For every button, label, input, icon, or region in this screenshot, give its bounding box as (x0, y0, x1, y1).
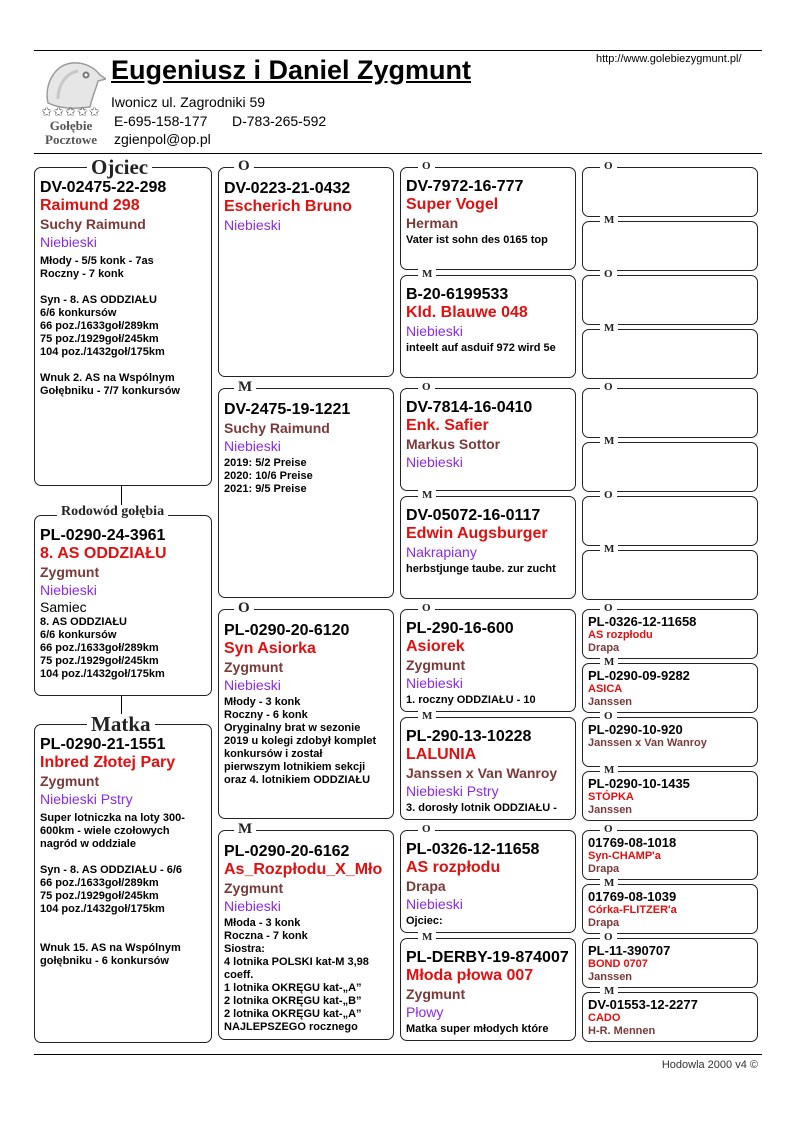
gen3-info: 3. dorosły lotnik ODDZIAŁU - (406, 802, 557, 814)
gen3-card-content (406, 506, 572, 576)
gen2-name: Syn Asiorka (224, 640, 316, 657)
subject-sex: Samiec (40, 599, 87, 615)
gen3-parent-label: M (418, 711, 436, 722)
email[interactable]: zgienpol@op.pl (114, 131, 211, 147)
gen4-ring: PL-11-390707 (588, 943, 671, 958)
phone-e: E-695-158-177 (114, 113, 208, 129)
gen4-card[interactable] (582, 830, 758, 880)
gen4-name: STÓPKA (588, 791, 634, 803)
gen4-parent-label: O (600, 932, 617, 943)
gen2-info: 2019: 5/2 Preise 2020: 10/6 Preise 2021: 9/5 Preise (224, 457, 313, 495)
subject-card[interactable] (34, 515, 212, 696)
gen4-parent-label: M (600, 215, 618, 226)
gen2-info: Młoda - 3 konk Roczna - 7 konk Siostra: 4 lotnika POLSKI kat-M 3,98 coeff. 1 lotnika OKRĘGU kat-„A” 2 lotnika OKRĘGU kat-„B” 2 lotnika OKRĘGU kat-„A” NAJLEPSZEGO rocznego (224, 917, 369, 1033)
gen3-card-content (406, 619, 572, 707)
gen3-name: Super Vogel (406, 196, 499, 213)
gen4-owner: Drapa (588, 917, 620, 929)
gen4-ring: DV-01553-12-2277 (588, 997, 698, 1012)
gen3-card[interactable] (400, 609, 576, 712)
pedigree-label: Rodowód gołębia (57, 505, 168, 519)
gen4-parent-label: O (600, 382, 617, 393)
gen3-card-content (406, 727, 572, 815)
gen4-name: Syn-CHAMP'a (588, 850, 661, 862)
gen3-card[interactable] (400, 717, 576, 820)
gen4-card[interactable] (582, 938, 758, 988)
gen3-ring: DV-7972-16-777 (406, 178, 524, 195)
gen4-parent-label: M (600, 544, 618, 555)
gen4-owner: Drapa (588, 863, 620, 875)
gen2-card[interactable] (218, 609, 394, 819)
gen3-name: Edwin Augsburger (406, 525, 548, 542)
gen3-card[interactable] (400, 167, 576, 270)
mother-ring: PL-0290-21-1551 (40, 736, 166, 753)
gen4-ring: 01769-08-1039 (588, 889, 677, 904)
gen3-ring: PL-0326-12-11658 (406, 841, 540, 858)
gen4-card[interactable] (582, 609, 758, 659)
gen3-parent-label: O (418, 382, 435, 393)
gen4-ring: PL-0290-10-1435 (588, 776, 690, 791)
gen3-owner: Drapa (406, 878, 446, 894)
gen4-card-content (588, 776, 754, 817)
logo-text: Gołębie Pocztowe (45, 118, 97, 147)
gen2-card-content (224, 842, 390, 1034)
mother-label: Matka (87, 714, 155, 735)
gen2-parent-label: O (234, 159, 254, 174)
gen3-info: Ojciec: (406, 915, 443, 927)
gen4-card[interactable] (582, 496, 758, 546)
gen2-card-content (224, 400, 390, 496)
gen4-card[interactable] (582, 329, 758, 379)
address: Iwonicz ul. Zagrodniki 59 (111, 94, 266, 110)
gen4-card-content (588, 889, 754, 930)
gen3-card[interactable] (400, 388, 576, 491)
gen4-ring: PL-0290-10-920 (588, 722, 683, 737)
gen2-ring: PL-0290-20-6162 (224, 843, 350, 860)
gen4-name: ASICA (588, 683, 623, 695)
gen4-parent-label: O (600, 603, 617, 614)
gen2-color: Niebieski (224, 217, 281, 233)
gen4-parent-label: M (600, 657, 618, 668)
gen4-parent-label: M (600, 323, 618, 334)
gen3-card-content (406, 948, 572, 1036)
gen3-info: inteelt auf asduif 972 wird 5e (406, 342, 556, 354)
gen4-owner: H-R. Mennen (588, 1025, 656, 1037)
gen3-color: Niebieski Pstry (406, 783, 499, 799)
gen4-name: Córka-FLITZER'a (588, 904, 677, 916)
subject-name: 8. AS ODDZIAŁU (40, 545, 167, 562)
gen3-info: herbstjunge taube. zur zucht (406, 563, 556, 575)
father-ring: DV-02475-22-298 (40, 179, 167, 196)
gen3-parent-label: O (418, 824, 435, 835)
gen2-color: Niebieski (224, 438, 281, 454)
gen3-card[interactable] (400, 938, 576, 1041)
father-card[interactable] (34, 167, 212, 486)
gen3-ring: PL-DERBY-19-874007 (406, 949, 569, 966)
gen2-ring: DV-0223-21-0432 (224, 180, 351, 197)
subject-info: 8. AS ODDZIAŁU 6/6 konkursów 66 poz./1633goł/289km 75 poz./1929goł/245km 104 poz./1432goł/175km (40, 616, 165, 680)
father-owner: Suchy Raimund (40, 216, 146, 232)
father-label: Ojciec (87, 157, 152, 178)
gen4-owner: Janssen (588, 971, 633, 983)
gen4-card-content (588, 722, 754, 750)
gen3-owner: Herman (406, 215, 459, 231)
gen3-owner: Zygmunt (406, 986, 466, 1002)
gen4-card-content (588, 668, 754, 709)
header-bottom-rule (34, 153, 762, 154)
mother-card[interactable] (34, 724, 212, 1043)
mother-owner: Zygmunt (40, 773, 100, 789)
gen4-parent-label: M (600, 765, 618, 776)
phone-d: D-783-265-592 (232, 113, 327, 129)
gen4-card-content (588, 835, 754, 876)
gen2-parent-label: M (234, 822, 256, 837)
gen2-parent-label: M (234, 380, 256, 395)
gen2-name: As_Rozpłodu_X_Mło (224, 861, 383, 878)
gen3-parent-label: M (418, 932, 436, 943)
gen3-ring: DV-05072-16-0117 (406, 507, 541, 524)
gen2-info: Młody - 3 konk Roczny - 6 konk Oryginalny brat w sezonie 2019 u kolegi zdobył komplet konkursów i został pierwszym lotnikiem sekcji oraz 4. lotnikiem ODDZIAŁU (224, 696, 377, 786)
subject-owner: Zygmunt (40, 564, 100, 580)
gen3-color: Płowy (406, 1004, 444, 1020)
gen3-parent-label: M (418, 490, 436, 501)
gen3-parent-label: O (418, 161, 435, 172)
gen2-ring: PL-0290-20-6120 (224, 622, 350, 639)
gen3-parent-label: M (418, 269, 436, 280)
breeder-name: Eugeniusz i Daniel Zygmunt (111, 55, 472, 85)
mother-color: Niebieski Pstry (40, 791, 133, 807)
gen4-owner: Janssen x Van Wanroy (588, 737, 707, 749)
gen2-ring: DV-2475-19-1221 (224, 401, 351, 418)
gen3-ring: PL-290-13-10228 (406, 728, 532, 745)
gen3-info: Matka super młodych które (406, 1023, 549, 1035)
father-name: Raimund 298 (40, 197, 140, 214)
gen3-name: Kld. Blauwe 048 (406, 304, 528, 321)
gen4-card-content (588, 997, 754, 1038)
father-color: Niebieski (40, 234, 97, 250)
gen3-color: Niebieski (406, 896, 463, 912)
gen2-owner: Zygmunt (224, 880, 284, 896)
gen3-name: LALUNIA (406, 746, 477, 763)
gen2-card-content (224, 621, 390, 787)
father-info: Młody - 5/5 konk - 7as Roczny - 7 konk Syn - 8. AS ODDZIAŁU 6/6 konkursów 66 poz./1633goł/289km 75 poz./1929goł/245km 104 poz./1432goł/175km Wnuk 2. AS na Wspólnym Gołębniku - 7/7 konkursów (40, 255, 180, 397)
gen3-info: Vater ist sohn des 0165 top (406, 234, 548, 246)
gen3-name: AS rozpłodu (406, 859, 501, 876)
gen4-card[interactable] (582, 275, 758, 325)
gen2-color: Niebieski (224, 898, 281, 914)
mother-info: Super lotniczka na loty 300- 600km - wiele czołowych nagród w oddziale Syn - 8. AS ODDZIAŁU - 6/6 66 poz./1633goł/289km 75 poz./1929goł/245km 104 poz./1432goł/175km Wnuk 15. AS na Wspólnym gołębniku - 6 konkursów (40, 812, 185, 967)
logo (36, 55, 106, 147)
gen4-parent-label: O (600, 490, 617, 501)
gen4-card[interactable] (582, 388, 758, 438)
gen4-card[interactable] (582, 442, 758, 492)
subject-color: Niebieski (40, 582, 97, 598)
gen4-card[interactable] (582, 221, 758, 271)
gen3-name: Asiorek (406, 638, 465, 655)
gen4-parent-label: O (600, 269, 617, 280)
gen3-name: Młoda płowa 007 (406, 967, 534, 984)
gen4-ring: PL-0326-12-11658 (588, 614, 697, 629)
gen2-owner: Suchy Raimund (224, 420, 330, 436)
gen4-card-content (588, 943, 754, 984)
gen4-card[interactable] (582, 663, 758, 713)
gen3-card-content (406, 840, 572, 928)
gen3-owner: Zygmunt (406, 657, 466, 673)
gen3-color: Niebieski (406, 675, 463, 691)
gen4-card[interactable] (582, 550, 758, 600)
header-top-rule (34, 50, 762, 51)
footer-text: Hodowla 2000 v4 © (661, 1059, 758, 1071)
gen2-card-content (224, 179, 390, 236)
gen4-name: AS rozpłodu (588, 629, 653, 641)
gen3-color: Nakrapiany (406, 544, 477, 560)
gen3-card-content (406, 398, 572, 473)
gen4-owner: Janssen (588, 696, 633, 708)
gen4-card[interactable] (582, 717, 758, 767)
gen2-card[interactable] (218, 830, 394, 1040)
gen3-color: Niebieski (406, 454, 463, 470)
gen3-card[interactable] (400, 830, 576, 933)
gen3-card[interactable] (400, 275, 576, 378)
gen3-card-content (406, 285, 572, 355)
gen4-card[interactable] (582, 167, 758, 217)
gen3-card-content (406, 177, 572, 247)
gen4-card[interactable] (582, 771, 758, 821)
gen4-name: CADO (588, 1012, 621, 1024)
gen3-owner: Janssen x Van Wanroy (406, 765, 558, 781)
logo-stars: ✩✩✩✩✩ (41, 104, 101, 119)
gen3-ring: B-20-6199533 (406, 286, 509, 303)
gen2-parent-label: O (234, 601, 254, 616)
gen4-parent-label: O (600, 161, 617, 172)
subject-ring: PL-0290-24-3961 (40, 527, 166, 544)
gen2-card[interactable] (218, 167, 394, 377)
gen3-card[interactable] (400, 496, 576, 599)
gen4-owner: Janssen (588, 804, 633, 816)
gen3-ring: DV-7814-16-0410 (406, 399, 533, 416)
gen3-ring: PL-290-16-600 (406, 620, 514, 637)
gen2-name: Escherich Bruno (224, 198, 353, 215)
gen4-ring: 01769-08-1018 (588, 835, 677, 850)
gen3-color: Niebieski (406, 323, 463, 339)
gen3-name: Enk. Safier (406, 417, 489, 434)
gen3-parent-label: O (418, 603, 435, 614)
gen3-owner: Markus Sottor (406, 436, 501, 452)
mother-name: Inbred Złotej Pary (40, 754, 176, 771)
gen4-parent-label: M (600, 878, 618, 889)
gen4-card[interactable] (582, 992, 758, 1042)
website-link[interactable]: http://www.golebiezygmunt.pl/ (596, 53, 742, 65)
gen4-parent-label: M (600, 436, 618, 447)
gen4-name: BOND 0707 (588, 958, 648, 970)
footer-rule (34, 1054, 762, 1055)
gen3-info: 1. roczny ODDZIAŁU - 10 (406, 694, 536, 706)
gen2-color: Niebieski (224, 677, 281, 693)
gen4-parent-label: O (600, 711, 617, 722)
gen4-parent-label: O (600, 824, 617, 835)
gen4-card[interactable] (582, 884, 758, 934)
gen4-parent-label: M (600, 986, 618, 997)
gen4-card-content (588, 614, 754, 655)
gen2-owner: Zygmunt (224, 659, 284, 675)
gen4-ring: PL-0290-09-9282 (588, 668, 690, 683)
gen2-card[interactable] (218, 388, 394, 598)
gen4-owner: Drapa (588, 642, 620, 654)
